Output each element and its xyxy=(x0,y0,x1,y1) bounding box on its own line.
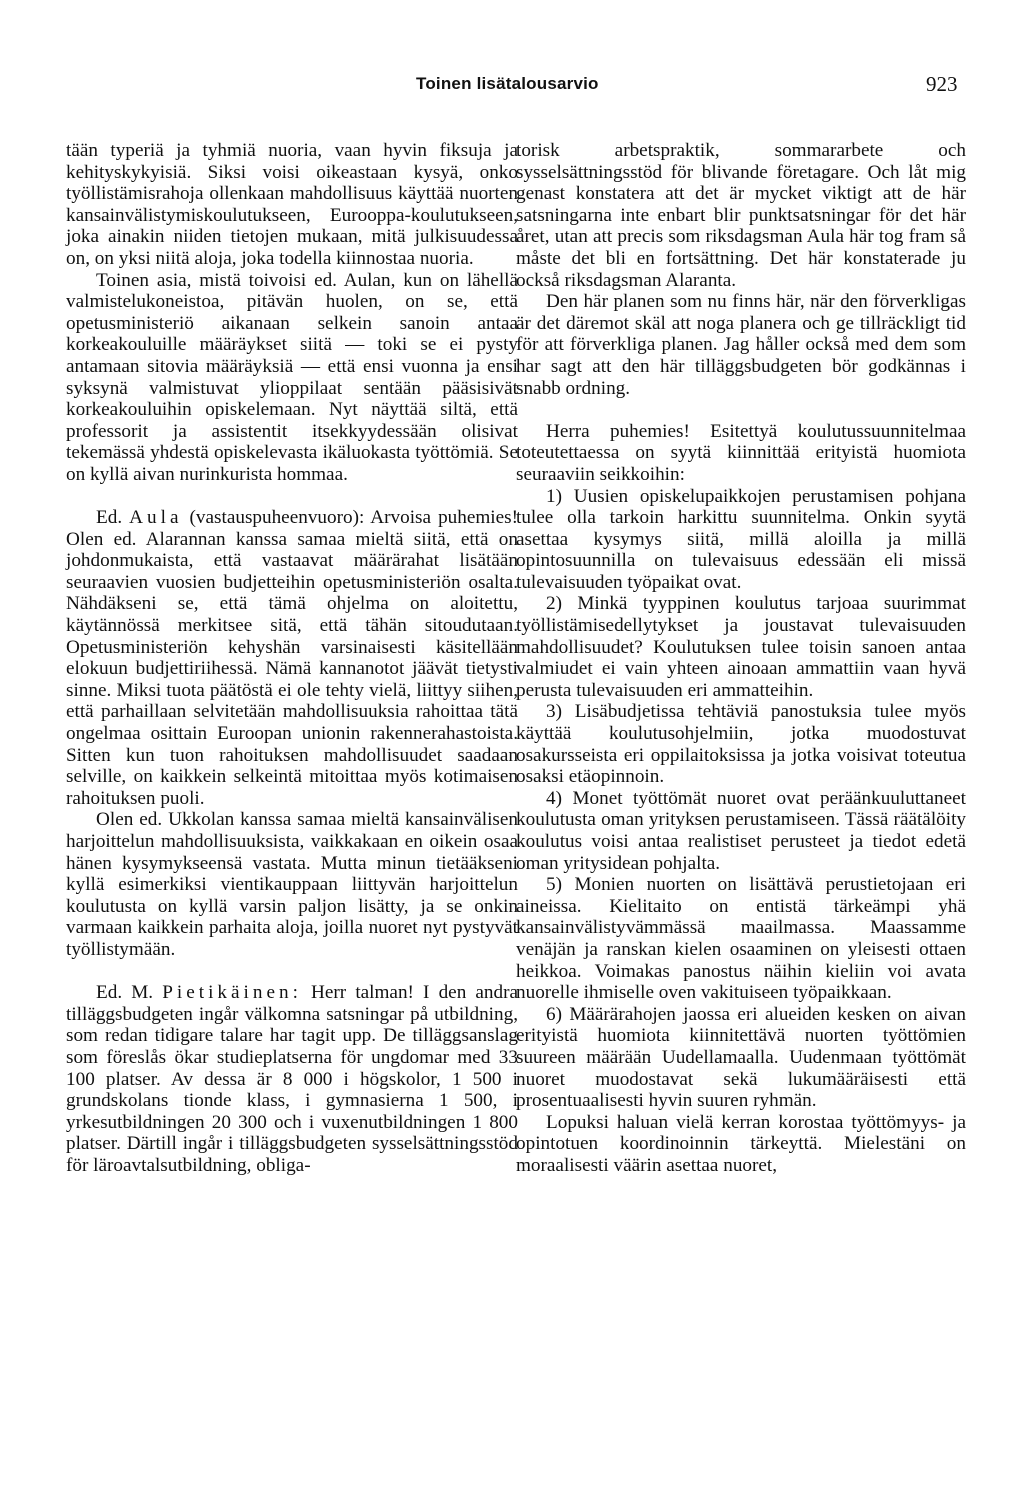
paragraph: Toinen asia, mistä toivoisi ed. Aulan, kun on lähellä valmistelukoneistoa, pitävän huolen, on se, että opetusministeriö aikanaan selkein sanoin antaa korkeakouluille määräykset siitä — toki se ei pysty antamaan sitovia määräyksiä — että ensi vuonna ja ensi syksynä valmistuvat ylioppilaat sentään pääsisivät korkeakouluihin opiskelemaan. Nyt näyttää siltä, että professorit ja assistentit itsekkyydessään olisivat tekemässä yhdestä opiskelevasta ikäluokasta työttömiä. Se on kyllä aivan nurinkurista hommaa. xyxy=(66,269,518,485)
left-column xyxy=(66,140,518,1177)
speech-text: (vastauspuheenvuoro): Arvoisa puhemies! Olen ed. Alarannan kanssa samaa mieltä siitä, että on johdonmukaista, että vastaavat määrärahat lisätään seuraavien vuosien budjetteihin opetusministeriön osalta. Nähdäkseni se, että tämä ohjelma on aloitettu, käytännössä merkitsee sitä, että tähän sitoudutaan. Opetusministeriön kehyshän varsinaisesti käsitellään elokuun budjettiriihessä. Nämä kannanotot jäävät tietysti sinne. Miksi tuota päätöstä ei ole tehty vielä, liittyy siihen, että parhaillaan selvitetään mahdollisuuksia rahoittaa tätä ongelmaa osittain Euroopan unionin rakennerahastoista. Sitten kun tuon rahoituksen mahdollisuudet saadaan selville, on kaikkein selkeintä mitoittaa myös kotimaisen rahoituksen puoli. xyxy=(66,507,518,809)
right-column xyxy=(516,140,966,1177)
paragraph: Lopuksi haluan vielä kerran korostaa työttömyys- ja opintotuen koordinoinnin tärkeyttä. Mielestäni on moraalisesti väärin asettaa nuoret, xyxy=(516,1111,966,1176)
paragraph: Olen ed. Ukkolan kanssa samaa mieltä kansainvälisen harjoittelun mahdollisuuksista, vaikkakaan en oikein osaa hänen kysymykseensä vastata. Mutta minun tietääkseni kyllä esimerkiksi vientikauppaan liittyvän harjoittelun koulutusta on kyllä varsin paljon lisätty, ja se onkin varmaan kaikkein parhaita aloja, joilla nuoret nyt pystyvät työllistymään. xyxy=(66,809,518,960)
speaker-prefix: Ed. xyxy=(96,507,123,529)
paragraph: Herra puhemies! Esitettyä koulutussuunnitelmaa toteutettaessa on syytä kiinnittää erityistä huomiota seuraaviin seikkoihin: xyxy=(516,420,966,485)
running-title: Toinen lisätalousarvio xyxy=(416,74,599,93)
speech-aula xyxy=(66,507,518,809)
page-header xyxy=(0,74,1024,104)
speech-text: Herr talman! I den andra tilläggsbudgeten ingår välkomna satsningar på utbildning, som redan tidigare talare har tagit upp. De tilläggsanslag som föreslås ökar studieplatserna för ungdomar med 33 100 platser. Av dessa är 8 000 i högskolor, 1 500 i grundskolans tionde klass, i gymnasierna 1 500, i yrkesutbildningen 20 300 och i vuxenutbildningen 1 800 platser. Därtill ingår i tilläggsbudgeten sysselsättningsstöd för läroavtalsutbildning, obliga- xyxy=(66,982,519,1176)
page-number: 923 xyxy=(926,72,958,96)
speaker-prefix: Ed. M. xyxy=(96,982,154,1004)
list-item: 1) Uusien opiskelupaikkojen perustamisen pohjana tulee olla tarkoin harkittu suunnitelma. Onkin syytä asettaa kysymys siitä, millä aloilla ja millä opintosuunnilla on tulevaisuus edessään eli missä tulevaisuuden työpaikat ovat. xyxy=(516,485,966,593)
paragraph: torisk arbetspraktik, sommararbete och sysselsättningsstöd för blivande företagare. Och låt mig genast konstatera att det är mycket viktigt att de här satsningarna inte enbart blir punktsatsningar för det här året, utan att precis som riksdagsman Aula här tog fram så måste det bli en fortsättning. Det här konstaterade ju också riksdagsman Alaranta. xyxy=(516,140,966,291)
speaker-name: Pietikäinen: xyxy=(162,982,302,1004)
speech-pietikainen xyxy=(66,982,518,1176)
paragraph: tään typeriä ja tyhmiä nuoria, vaan hyvin fiksuja ja kehityskykyisiä. Siksi voisi oikeastaan kysyä, onko työllistämisrahoja ollenkaan mahdollisuus käyttää nuorten kansainvälistymiskoulutukseen, Eurooppa-koulutukseen, joka ainakin niiden tietojen mukaan, mitä julkisuudessa on, on yksi niitä aloja, joka todella kiinnostaa nuoria. xyxy=(66,140,518,269)
paragraph: Den här planen som nu finns här, när den förverkligas är det däremot skäl att noga planera och ge tillräckligt tid för att förverkliga planen. Jag håller också med dem som har sagt att den här tilläggsbudgeten bör godkännas i snabb ordning. xyxy=(516,291,966,399)
list-item: 3) Lisäbudjetissa tehtäviä panostuksia tulee myös käyttää koulutusohjelmiin, jotka muodostuvat osakursseista eri oppilaitoksissa ja jotka voisivat toteutua osaksi etäopinnoin. xyxy=(516,701,966,788)
list-item: 5) Monien nuorten on lisättävä perustietojaan eri aineissa. Kielitaito on entistä tärkeämpi yhä kansainvälistyvämmässä maailmassa. Maassamme venäjän ja ranskan kielen osaaminen on yleisesti ottaen heikkoa. Voimakas panostus näihin kieliin voi avata nuorelle ihmiselle oven vakituiseen työpaikkaan. xyxy=(516,874,966,1004)
list-item: 2) Minkä tyyppinen koulutus tarjoaa suurimmat työllistämisedellytykset ja joustavat tulevaisuuden mahdollisuudet? Koulutuksen tulee toisin sanoen antaa valmiudet ei vain yhteen ainoaan ammattiin vaan hyvä perusta tulevaisuuden eri ammatteihin. xyxy=(516,593,966,701)
list-item: 4) Monet työttömät nuoret ovat peräänkuuluttaneet koulutusta oman yrityksen perustamiseen. Tässä räätälöity koulutus voisi antaa realistiset perusteet ja tiedot edetä oman yritysidean pohjalta. xyxy=(516,787,966,874)
list-item: 6) Määrärahojen jaossa eri alueiden kesken on aivan erityistä huomiota kiinnitettävä nuorten työttömien suureen määrään Uudellamaalla. Uudenmaan työttömät nuoret muodostavat sekä lukumääräisesti että prosentuaalisesti hyvin suuren ryhmän. xyxy=(516,1003,966,1112)
speaker-name: Aula xyxy=(129,507,183,529)
